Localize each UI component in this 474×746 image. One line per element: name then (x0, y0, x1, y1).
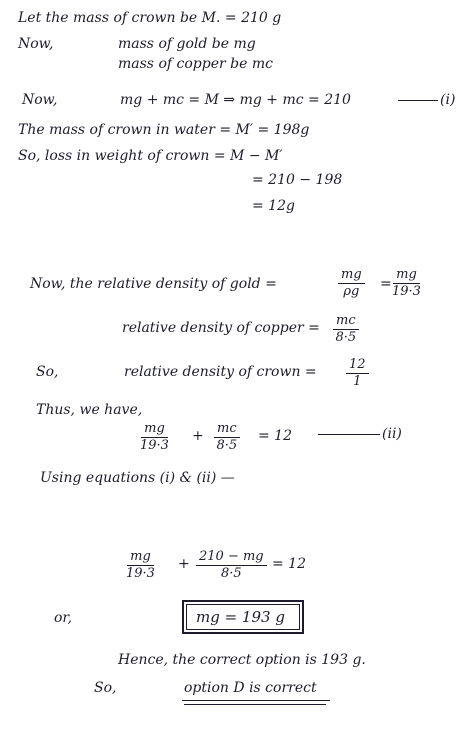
eq2-gold-fraction (140, 422, 169, 453)
fraction-numerator: mg (127, 550, 154, 566)
equation-two-tag: (ii) (382, 426, 402, 442)
fraction-denominator: 8·5 (335, 330, 357, 345)
correct-option-underline-2 (184, 704, 326, 705)
equation-two-leader-line (318, 434, 380, 435)
so-label-2: So, (94, 680, 117, 696)
fraction-denominator: ρg (343, 284, 360, 299)
gold-mass-definition: mass of gold be mg (118, 36, 256, 52)
final-answer: mg = 193 g (196, 608, 285, 626)
crown-mass-in-water: The mass of crown in water = M′ = 198g (18, 122, 310, 138)
equals-sign: = (380, 276, 392, 292)
equation-two-rhs: = 12 (258, 428, 292, 444)
loss-in-weight: So, loss in weight of crown = M − M′ (18, 148, 283, 164)
gold-density-fraction-numeric (392, 268, 421, 299)
equation-one-tag: (i) (440, 92, 456, 108)
fraction-numerator: mc (333, 314, 359, 330)
fraction-numerator: mg (393, 268, 420, 284)
fraction-denominator: 19·3 (140, 438, 169, 453)
so-label-1: So, (36, 364, 59, 380)
fraction-numerator: mg (141, 422, 168, 438)
correct-option: option D is correct (184, 680, 317, 696)
fraction-denominator: 8·5 (216, 438, 238, 453)
fraction-denominator: 19·3 (392, 284, 421, 299)
eq2-copper-fraction (214, 422, 240, 453)
conclusion-statement: Hence, the correct option is 193 g. (118, 652, 366, 668)
gold-density-fraction-symbolic (338, 268, 365, 299)
copper-density-fraction (333, 314, 359, 345)
fraction-denominator: 8·5 (220, 566, 242, 581)
eq3-gold-fraction (126, 550, 155, 581)
equation-three-rhs: = 12 (272, 556, 306, 572)
loss-step-subtraction: = 210 − 198 (252, 172, 343, 188)
loss-step-result: = 12g (252, 198, 295, 214)
now-label-1: Now, (18, 36, 54, 52)
or-label: or, (54, 610, 73, 626)
fraction-denominator: 1 (353, 374, 362, 389)
plus-sign: + (192, 428, 204, 444)
eq3-copper-fraction (196, 550, 267, 581)
equation-one: mg + mc = M ⇒ mg + mc = 210 (120, 92, 351, 108)
fraction-numerator: mc (214, 422, 240, 438)
fraction-numerator: 12 (346, 358, 369, 374)
plus-sign: + (178, 556, 190, 572)
correct-option-underline (182, 700, 330, 701)
given-crown-mass: Let the mass of crown be M. = 210 g (18, 10, 282, 26)
fraction-numerator: mg (338, 268, 365, 284)
copper-mass-definition: mass of copper be mc (118, 56, 273, 72)
relative-density-crown-label: relative density of crown = (124, 364, 317, 380)
equation-one-leader-line (398, 100, 438, 101)
now-label-2: Now, (22, 92, 58, 108)
fraction-numerator: 210 − mg (196, 550, 267, 566)
thus-we-have: Thus, we have, (36, 402, 143, 418)
fraction-denominator: 19·3 (126, 566, 155, 581)
crown-density-fraction (346, 358, 369, 389)
relative-density-copper-label: relative density of copper = (122, 320, 320, 336)
relative-density-gold-label: Now, the relative density of gold = (30, 276, 277, 292)
using-equations: Using equations (i) & (ii) — (40, 470, 235, 486)
